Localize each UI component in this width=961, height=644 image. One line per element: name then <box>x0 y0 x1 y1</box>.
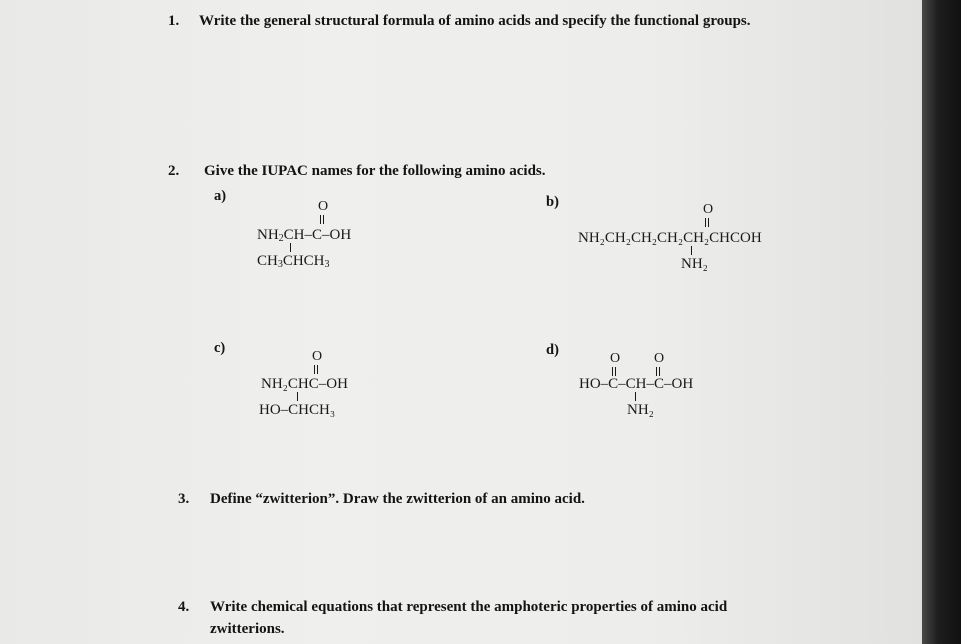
question-text: Write the general structural formula of amino acids and specify the functional groups. <box>199 13 751 29</box>
question-2 <box>168 162 868 182</box>
carbonyl-oxygen: O <box>703 202 714 217</box>
formula-main-line: NH₂CH₂CH₂CH₂CH₂CHCOH <box>578 230 762 246</box>
single-bond <box>290 243 291 252</box>
single-bond <box>635 392 636 401</box>
single-bond <box>691 246 692 255</box>
question-number: 4. <box>178 599 190 615</box>
part-label-a: a) <box>214 188 227 204</box>
formula-main-line: HO–C–CH–C–OH <box>579 376 694 392</box>
formula-side-chain: $CH_3CHCH_3$ <box>257 253 330 270</box>
part-label-c: c) <box>214 340 226 356</box>
double-bond <box>612 367 616 376</box>
question-text-line-1: Write chemical equations that represent the amphoteric properties of amino acid <box>210 599 728 615</box>
double-bond <box>656 367 660 376</box>
carbonyl-oxygen: O <box>318 199 329 214</box>
question-text-line-2: zwitterions. <box>210 621 285 637</box>
double-bond <box>320 215 324 224</box>
double-bond <box>705 218 709 227</box>
question-number: 1. <box>168 13 180 29</box>
question-number: 3. <box>178 491 190 507</box>
question-number: 2. <box>168 163 180 179</box>
part-label-b: b) <box>546 194 559 210</box>
double-bond <box>314 365 318 374</box>
part-label-d: d) <box>546 342 559 358</box>
formula-main-line: $NH_2CH-C-OH$ <box>257 227 352 244</box>
single-bond <box>297 392 298 401</box>
carbonyl-oxygen-left: O <box>610 351 621 366</box>
question-1 <box>168 12 868 32</box>
question-4 <box>178 598 878 640</box>
page-edge-shadow <box>922 0 961 644</box>
question-text: Define “zwitterion”. Draw the zwitterion of an amino acid. <box>210 491 585 507</box>
formula-side-chain: NH₂ <box>627 402 654 418</box>
question-text: Give the IUPAC names for the following amino acids. <box>204 163 546 179</box>
carbonyl-oxygen-right: O <box>654 351 665 366</box>
formula-side-chain: NH₂ <box>681 256 708 272</box>
carbonyl-oxygen: O <box>312 349 323 364</box>
formula-main-line: NH₂CHC–OH <box>261 376 348 392</box>
formula-side-chain: HO–CHCH₃ <box>259 402 336 418</box>
question-3 <box>178 490 878 510</box>
